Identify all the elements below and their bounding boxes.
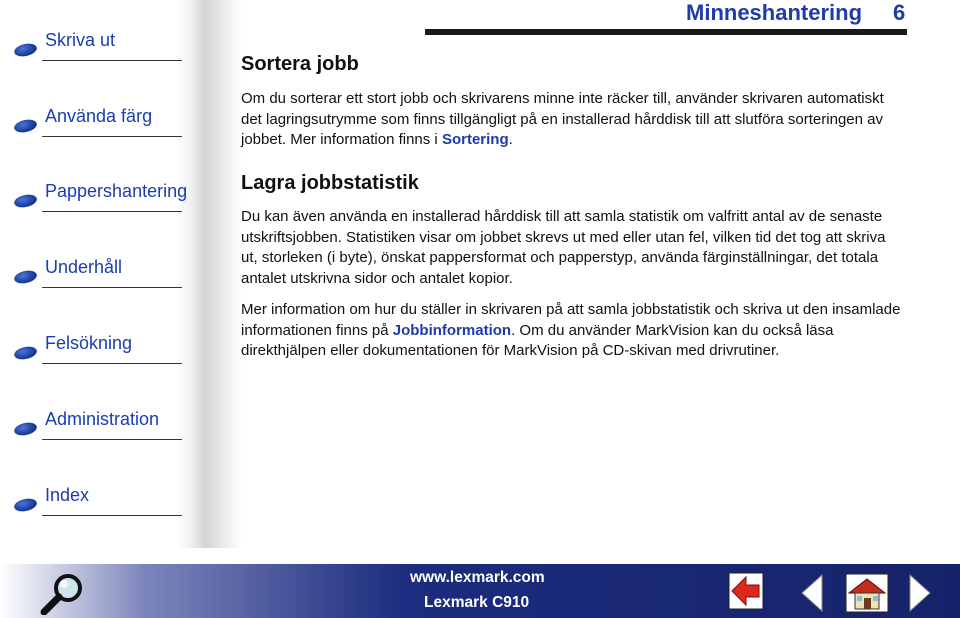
bullet-icon	[13, 193, 38, 210]
sidebar-item-label: Använda färg	[45, 106, 153, 126]
back-icon[interactable]	[728, 572, 764, 610]
divider	[42, 60, 182, 61]
sidebar-item-label: Index	[45, 485, 90, 505]
sidebar-item-label: Felsökning	[45, 333, 133, 353]
section-heading-lagra-jobbstatistik: Lagra jobbstatistik	[241, 172, 419, 194]
page-title: Minneshantering	[686, 0, 863, 25]
search-icon[interactable]	[38, 571, 86, 615]
divider	[42, 136, 182, 137]
website-url[interactable]: www.lexmark.com	[410, 569, 545, 586]
paragraph-mer-information	[241, 300, 901, 362]
divider	[42, 439, 182, 440]
bullet-icon	[13, 42, 38, 59]
divider	[42, 363, 182, 364]
sidebar-item-label: Pappershantering	[45, 181, 188, 201]
sidebar-item-anvanda-farg[interactable]	[14, 106, 184, 136]
header-rule	[425, 29, 907, 35]
divider	[42, 211, 182, 212]
sidebar-item-label: Skriva ut	[45, 30, 116, 50]
bullet-icon	[13, 421, 38, 438]
sidebar-item-underhall[interactable]	[14, 257, 184, 287]
paragraph-text-end: .	[508, 131, 513, 148]
sidebar-item-label: Underhåll	[45, 257, 123, 277]
sidebar-item-felsokning[interactable]	[14, 333, 184, 363]
product-name: Lexmark C910	[424, 594, 530, 611]
sidebar-item-administration[interactable]	[14, 409, 184, 439]
sidebar-item-skriva-ut[interactable]	[14, 30, 184, 60]
page-number: 6	[893, 0, 906, 25]
divider	[42, 287, 182, 288]
divider	[42, 515, 182, 516]
bullet-icon	[13, 118, 38, 135]
next-page-icon[interactable]	[908, 573, 932, 613]
paragraph-text-end: . Om du använder MarkVision kan du också läsa direkthjälpen eller dokumentationen för MarkVision på CD-skivan med drivrutiner.	[241, 321, 834, 359]
sidebar-item-index[interactable]	[14, 485, 184, 515]
section-heading-sortera-jobb: Sortera jobb	[241, 53, 359, 75]
paragraph-sortera	[241, 89, 901, 151]
bullet-icon	[13, 497, 38, 514]
home-icon[interactable]	[845, 573, 889, 613]
paragraph-text: Om du sorterar ett stort jobb och skrivarens minne inte räcker till, använder skrivaren automatiskt det lagringsutrymme som finns tillgängligt på en installerad hårddisk till att slutföra sorteringen av jobbet. Mer information finns i	[241, 90, 884, 148]
bullet-icon	[13, 345, 38, 362]
sidebar-item-label: Administration	[45, 409, 160, 429]
paragraph-statistik: Du kan även använda en installerad hårddisk till att samla statistik om valfritt antal av de senaste utskriftsjobben. Statistiken visar om jobbet skrevs ut med eller utan fel, vilken tid det tog att skriva ut, storleken (i byte), önskat pappersformat och papperstyp, använda färginställningar, det totala antalet utskrivna sidor och antalet kopior.	[241, 208, 886, 287]
previous-page-icon[interactable]	[800, 573, 824, 613]
link-jobbinformation[interactable]: Jobbinformation	[392, 321, 512, 339]
bullet-icon	[13, 269, 38, 286]
paragraph-text: Mer information om hur du ställer in skrivaren på att samla jobbstatistik och skriva ut den insamlade informationen finns på	[241, 301, 901, 339]
sidebar-nav	[0, 0, 242, 548]
sidebar-item-pappershantering[interactable]	[14, 181, 188, 211]
link-sortering[interactable]: Sortering	[441, 131, 509, 148]
footer-bar	[0, 564, 960, 618]
